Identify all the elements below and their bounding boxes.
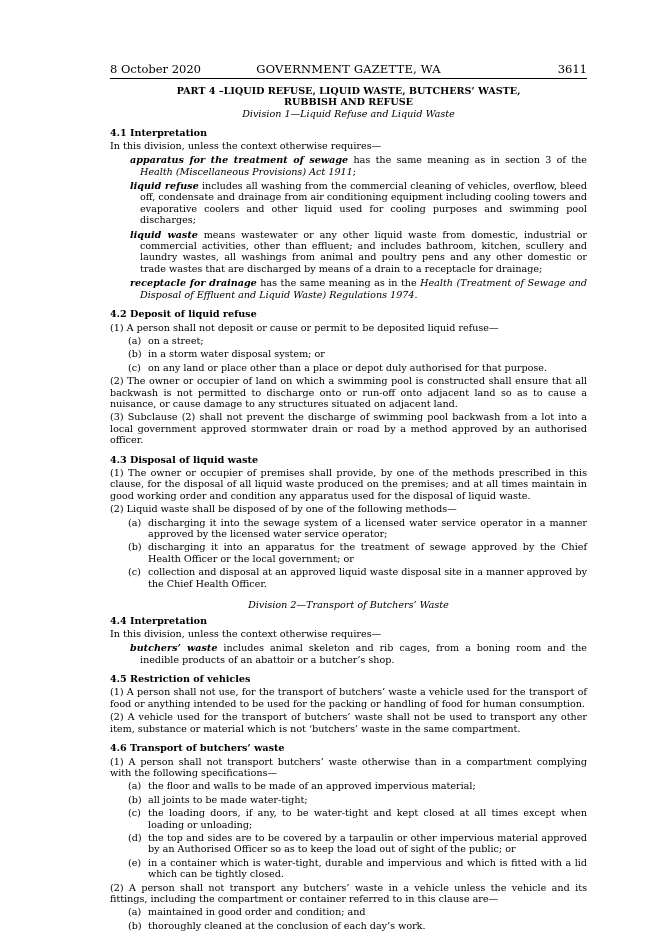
list-item: (b) discharging it into an apparatus for the treatment of sewage approved by the Chief Health Officer or the local government; or <box>128 542 587 565</box>
definition-liquid-waste: liquid waste means wastewater or any other liquid waste from domestic, industrial or commercial activities, other than effluent; and includes bathroom, kitchen, scullery and laundry wastes, all washings from animal and poultry pens and any other domestic or trade wastes that are discharged by means of a drain to a receptacle for drainage; <box>130 229 588 275</box>
page-header <box>110 62 587 76</box>
section-4-2-para-2: (2) The owner or occupier of land on which a swimming pool is constructed shall ensure that all backwash is not permitted to discharge onto or run-off onto adjacent land so as to cause a nuisance, or cause damage to any structures situated on adjacent land. <box>110 376 587 410</box>
list-item: (c) the loading doors, if any, to be water-tight and kept closed at all times except when loading or unloading; <box>128 808 587 831</box>
list-item: (a) the floor and walls to be made of an approved impervious material; <box>128 781 476 793</box>
section-4-6-para-2: (2) A person shall not transport any butchers’ waste in a vehicle unless the vehicle and its fittings, including the compartment or container referred to in this clause are— <box>110 882 587 905</box>
header-title: GOVERNMENT GAZETTE, WA <box>256 62 441 76</box>
section-4-6-para-1: (1) A person shall not transport butchers’ waste otherwise than in a compartment complying with the following specifications— <box>110 756 587 779</box>
list-item: (d) the top and sides are to be covered by a tarpaulin or other impervious material approved by an Authorised Officer so as to keep the load out of sight of the public; or <box>128 832 587 856</box>
section-4-3-list <box>110 518 587 590</box>
section-4-2-para-3: (3) Subclause (2) shall not prevent the discharge of swimming pool backwash from a lot into a local government approved stormwater drain or road by a method approved by an authorised officer. <box>110 412 587 447</box>
list-item: (a) maintained in good order and condition; and <box>128 907 366 919</box>
part-title-line-2: RUBBISH AND REFUSE <box>284 97 413 108</box>
list-item: (b) in a storm water disposal system; or <box>128 349 325 361</box>
section-4-6-list-2 <box>110 907 587 932</box>
list-item: (b) thoroughly cleaned at the conclusion of each day’s work. <box>128 920 426 932</box>
list-item: (c) on any land or place other than a place or depot duly authorised for that purpose. <box>128 362 548 374</box>
section-4-5-heading: 4.5 Restriction of vehicles <box>110 674 251 686</box>
section-4-1-lead: In this division, unless the context otherwise requires— <box>110 140 382 152</box>
list-item: (e) in a container which is water-tight, durable and impervious and which is fitted with a lid which can be tightly closed. <box>128 857 587 881</box>
section-4-1-heading: 4.1 Interpretation <box>110 128 208 140</box>
definition-receptacle: receptacle for drainage has the same meaning as in the Health (Treatment of Sewage and Disposal of Effluent and Liquid Waste) Regulations 1974. <box>130 278 588 301</box>
list-item: (b) all joints to be made water-tight; <box>128 794 308 806</box>
section-4-5-para-2: (2) A vehicle used for the transport of butchers’ waste shall not be used to transport any other item, substance or material which is not ‘butchers’ waste in the same compartment. <box>110 712 587 735</box>
part-title <box>110 86 587 108</box>
section-4-6-heading: 4.6 Transport of butchers’ waste <box>110 743 285 755</box>
section-4-3-para-2: (2) Liquid waste shall be disposed of by one of the following methods— <box>110 504 457 516</box>
definition-apparatus: apparatus for the treatment of sewage has the same meaning as in section 3 of the Health (Miscellaneous Provisions) Act 1911; <box>130 155 587 178</box>
list-item: (a) on a street; <box>128 335 204 347</box>
division-2-title: Division 2—Transport of Butchers’ Waste <box>248 600 449 612</box>
list-item: (c) collection and disposal at an approved liquid waste disposal site in a manner approved by the Chief Health Officer. <box>128 567 587 590</box>
section-4-3-para-1: (1) The owner or occupier of premises shall provide, by one of the methods prescribed in this clause, for the disposal of all liquid waste produced on the premises; and at all times maintain in good working order and condition any apparatus used for the disposal of liquid waste. <box>110 467 587 502</box>
list-item: (a) discharging it into the sewage system of a licensed water service operator in a manner approved by the licensed water service operator; <box>128 517 587 540</box>
page-body <box>110 86 587 932</box>
section-4-4-lead: In this division, unless the context otherwise requires— <box>110 628 382 640</box>
section-4-3-heading: 4.3 Disposal of liquid waste <box>110 454 259 466</box>
definition-liquid-refuse: liquid refuse includes all washing from the commercial cleaning of vehicles, overflow, bleed off, condensate and drainage from air conditioning equipment including cooling towers and evaporative coolers and other liquid used for cooling purposes and swimming pool discharges; <box>130 181 588 227</box>
header-date: 8 October 2020 <box>110 62 201 76</box>
page-number: 3611 <box>557 62 587 76</box>
section-4-2-list <box>110 336 587 374</box>
section-4-4-heading: 4.4 Interpretation <box>110 616 208 628</box>
section-4-2-para-1: (1) A person shall not deposit or cause or permit to be deposited liquid refuse— <box>110 322 499 334</box>
header-rule <box>110 78 587 79</box>
section-4-6-list-1 <box>110 781 587 880</box>
part-title-line-1: PART 4 –LIQUID REFUSE, LIQUID WASTE, BUTCHERS’ WASTE, <box>176 86 521 97</box>
section-4-2-heading: 4.2 Deposit of liquid refuse <box>110 309 257 321</box>
division-1-title: Division 1—Liquid Refuse and Liquid Waste <box>242 109 455 120</box>
section-4-5-para-1: (1) A person shall not use, for the transport of butchers’ waste a vehicle used for the transport of food or anything intended to be used for the packing or handling of food for human consumption. <box>110 687 587 710</box>
definition-butchers-waste: butchers’ waste includes animal skeleton and rib cages, from a boning room and the inedible products of an abattoir or a butcher’s shop. <box>130 643 587 666</box>
